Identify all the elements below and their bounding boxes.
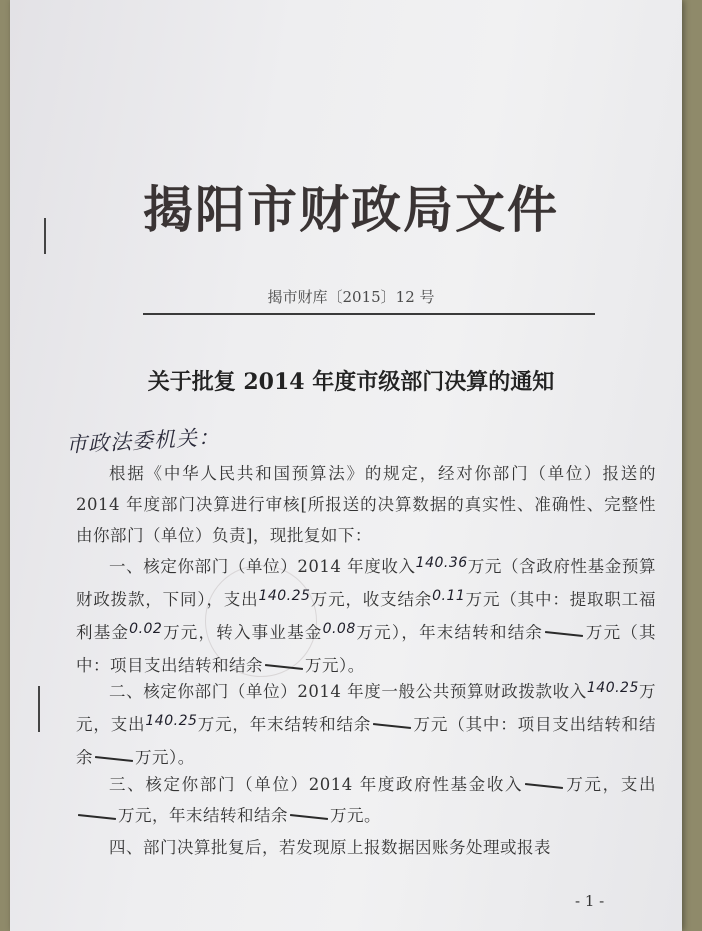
p1-text: 万元（含政府性基金预算财政拨款，下同），支出: [76, 557, 656, 609]
handwritten-dash: [290, 814, 328, 820]
p1-text: 万元，收支结余: [310, 590, 433, 609]
p1-text: 万元（其中：提取职工福利基金: [76, 590, 657, 642]
handwritten-surplus: 0.11: [432, 588, 466, 604]
handwritten-gp-expense: 140.25: [145, 713, 198, 729]
binding-mark: [38, 686, 40, 732]
paragraph-item-3: [76, 769, 656, 831]
document-header-title: 揭阳市财政局文件: [143, 180, 559, 239]
p2-text: 万元，支出: [76, 682, 656, 734]
p2-text: 万元）。: [135, 748, 195, 767]
handwritten-income: 140.36: [415, 555, 468, 571]
handwritten-dash: [525, 783, 563, 789]
p3-text: 万元。: [330, 806, 381, 825]
paragraph-item-4: 四、部门决算批复后，若发现原上报数据因账务处理或报表: [109, 838, 551, 857]
handwritten-addressee: 市政法委机关：: [65, 424, 221, 458]
p1-text: 万元）。: [305, 656, 365, 675]
paragraph-intro: 根据《中华人民共和国预算法》的规定，经对你部门（单位）报送的 2014 年度部门决算进行审核[所报送的决算数据的真实性、准确性、完整性由你部门（单位）负责]，现批复如下：: [76, 464, 656, 545]
paragraph-item-2: [76, 676, 656, 773]
p2-text: 万元，年末结转和结余: [197, 715, 372, 734]
p2-text: 二、核定你部门（单位）2014 年度一般公共预算财政拨款收入: [109, 682, 587, 701]
handwritten-business-fund: 0.08: [322, 621, 356, 637]
p3-text: 万元，支出: [565, 775, 656, 794]
p2-text: 万元（其中：项目支出结转和结余: [76, 715, 657, 767]
header-divider: [143, 313, 595, 315]
page-number: - 1 -: [575, 892, 605, 910]
p1-text: 万元），年末结转和结余: [355, 623, 544, 642]
paragraph-item-1: [76, 551, 656, 681]
p3-text: 万元，年末结转和结余: [118, 806, 288, 825]
document-number: 揭市财库〔2015〕12 号: [267, 288, 435, 306]
p1-text: 万元，转入事业基金: [162, 623, 323, 642]
handwritten-welfare-fund: 0.02: [129, 621, 163, 637]
handwritten-dash: [545, 631, 583, 637]
p1-text: 万元（其中：项目支出结转和结余: [76, 623, 657, 675]
handwritten-dash: [78, 814, 116, 820]
handwritten-expense: 140.25: [258, 588, 311, 604]
handwritten-gp-income: 140.25: [586, 680, 639, 696]
handwritten-dash: [95, 756, 133, 762]
handwritten-dash: [373, 723, 411, 729]
notice-title: 关于批复 2014 年度市级部门决算的通知: [147, 369, 555, 395]
p1-text: 一、核定你部门（单位）2014 年度收入: [109, 557, 416, 576]
p3-text: 三、核定你部门（单位）2014 年度政府性基金收入: [109, 775, 524, 794]
handwritten-dash: [265, 664, 303, 670]
